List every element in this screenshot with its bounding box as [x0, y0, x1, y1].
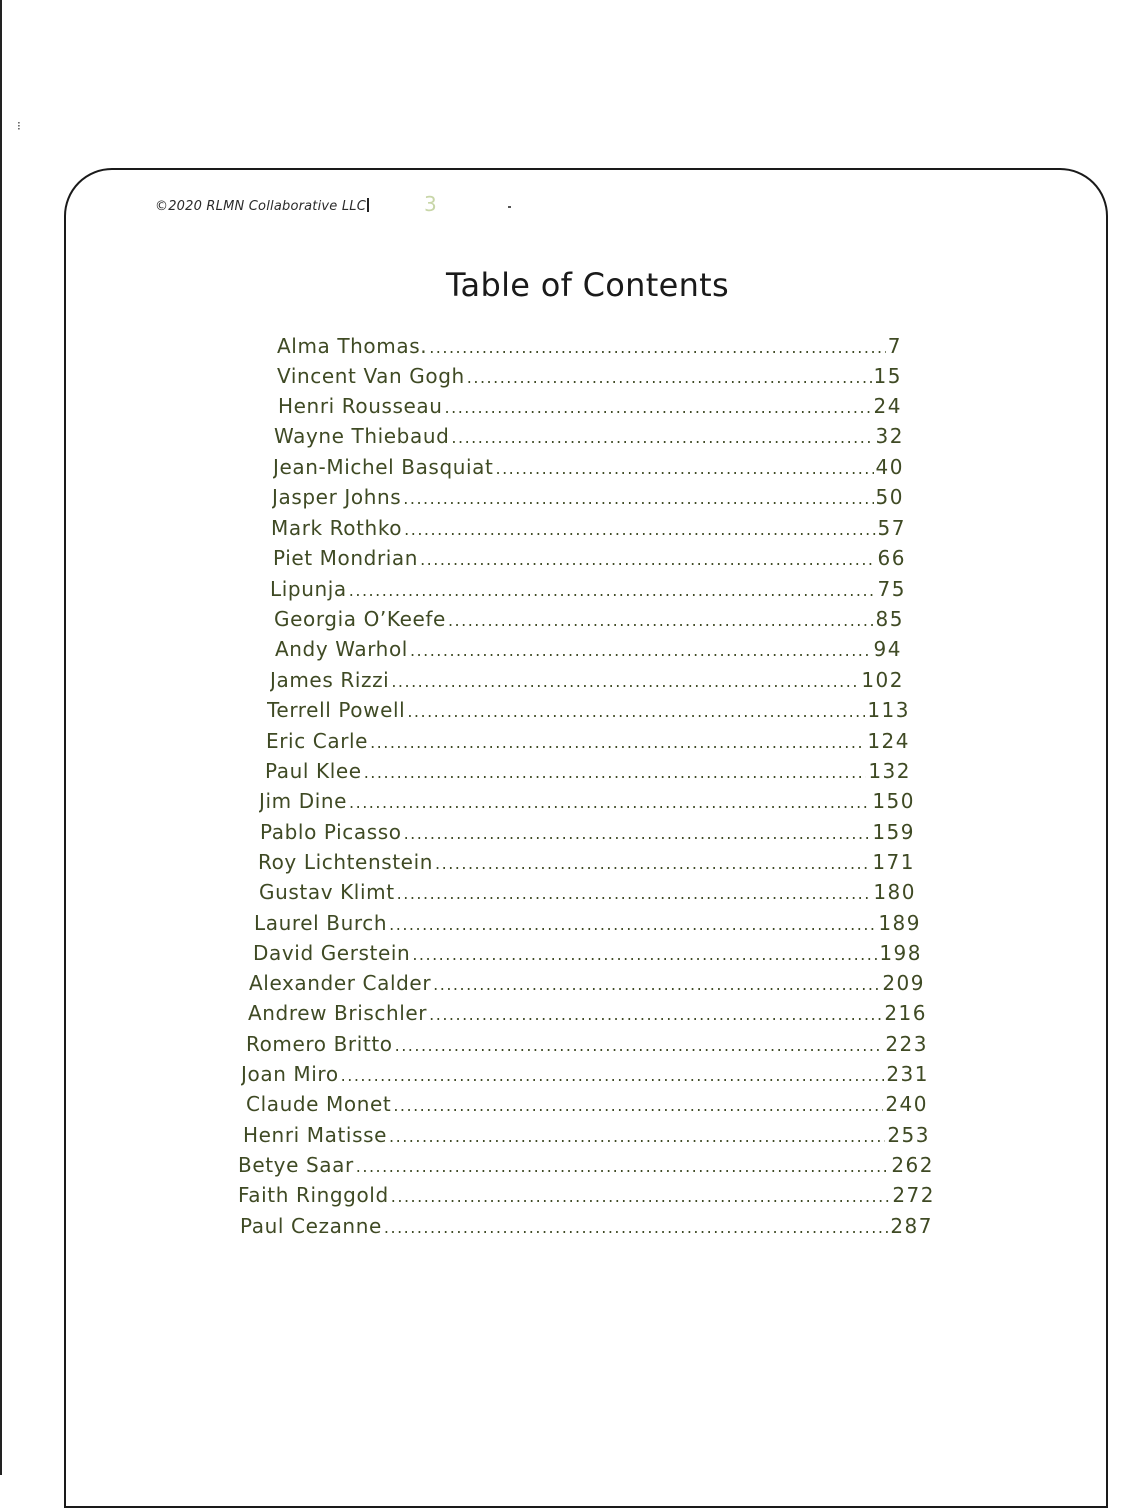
- toc-entry: [274, 607, 904, 635]
- toc-dot-leader: [420, 550, 875, 569]
- toc-entry: [246, 1032, 928, 1060]
- toc-entry-page: 262: [891, 1153, 934, 1177]
- toc-entry: [259, 880, 916, 908]
- copyright-text: ©2020 RLMN Collaborative LLC: [155, 199, 366, 214]
- toc-entry-name: Andrew Brischler: [248, 1001, 428, 1025]
- toc-entry: [240, 1214, 933, 1242]
- toc-entry: [238, 1183, 935, 1211]
- toc-entry-page: 287: [890, 1214, 933, 1238]
- toc-entry: [270, 668, 904, 696]
- toc-entry-name: Roy Lichtenstein: [258, 850, 434, 874]
- toc-entry-name: Henri Matisse: [243, 1123, 388, 1147]
- toc-entry-page: 159: [872, 820, 915, 844]
- toc-entry-name: Alexander Calder: [249, 971, 432, 995]
- toc-entry-page: 223: [885, 1032, 928, 1056]
- toc-entry: [267, 698, 910, 726]
- toc-dot-leader: [349, 581, 876, 600]
- toc-entry: [270, 577, 906, 605]
- stray-dot-mark: [508, 206, 511, 208]
- toc-dot-leader: [391, 672, 859, 691]
- toc-dot-leader: [495, 459, 873, 478]
- toc-entry-name: Gustav Klimt: [259, 880, 395, 904]
- toc-entry-page: 50: [875, 485, 904, 509]
- toc-entry-page: 40: [875, 455, 904, 479]
- toc-dot-leader: [389, 1127, 885, 1146]
- toc-entry: [238, 1153, 934, 1181]
- toc-entry-page: 113: [867, 698, 910, 722]
- toc-entry: [259, 789, 915, 817]
- toc-dot-leader: [403, 489, 873, 508]
- toc-entry-page: 132: [868, 759, 911, 783]
- toc-entry: [272, 485, 904, 513]
- toc-entry-page: 150: [872, 789, 915, 813]
- toc-entry-page: 231: [886, 1062, 929, 1086]
- toc-dot-leader: [391, 1187, 891, 1206]
- toc-dot-leader: [407, 702, 865, 721]
- toc-dot-leader: [397, 884, 872, 903]
- toc-dot-leader: [410, 641, 872, 660]
- toc-entry-page: 171: [872, 850, 915, 874]
- toc-entry-name: Lipunja: [270, 577, 347, 601]
- toc-entry: [241, 1062, 929, 1090]
- toc-entry: [277, 364, 902, 392]
- toc-entry-name: Laurel Burch: [254, 911, 388, 935]
- toc-entry-page: 216: [884, 1001, 927, 1025]
- text-cursor-bar: [367, 198, 369, 212]
- toc-entry-page: 57: [877, 516, 906, 540]
- toc-entry-name: Piet Mondrian: [273, 546, 419, 570]
- toc-entry: [260, 820, 915, 848]
- toc-dot-leader: [404, 520, 875, 539]
- toc-entry-name: Paul Cezanne: [240, 1214, 382, 1238]
- toc-entry-page: 253: [887, 1123, 930, 1147]
- toc-entry: [246, 1092, 928, 1120]
- toc-dot-leader: [412, 945, 877, 964]
- toc-entry: [271, 516, 906, 544]
- toc-dot-leader: [467, 368, 872, 387]
- toc-entry-page: 32: [875, 424, 904, 448]
- toc-dot-leader: [356, 1157, 890, 1176]
- toc-entry-page: 94: [873, 637, 902, 661]
- toc-dot-leader: [429, 338, 886, 357]
- toc-entry-page: 75: [877, 577, 906, 601]
- toc-entry: [265, 759, 911, 787]
- toc-entry-page: 209: [882, 971, 925, 995]
- toc-entry-page: 272: [892, 1183, 935, 1207]
- toc-dot-leader: [370, 733, 865, 752]
- toc-dot-leader: [389, 915, 876, 934]
- toc-entry: [243, 1123, 930, 1151]
- toc-entry-page: 66: [877, 546, 906, 570]
- toc-entry-name: Faith Ringgold: [238, 1183, 389, 1207]
- scan-artifact-mark: ⁝: [17, 119, 21, 133]
- toc-entry-name: Betye Saar: [238, 1153, 354, 1177]
- toc-entry-name: Alma Thomas.: [277, 334, 428, 358]
- toc-entry-name: Joan Miro: [241, 1062, 339, 1086]
- toc-entry-page: 102: [861, 668, 904, 692]
- toc-entry-page: 7: [887, 334, 902, 358]
- toc-dot-leader: [433, 975, 880, 994]
- toc-entry-name: Andy Warhol: [275, 637, 408, 661]
- toc-entry-name: Pablo Picasso: [260, 820, 402, 844]
- toc-dot-leader: [395, 1036, 884, 1055]
- toc-entry: [278, 394, 902, 422]
- toc-entry: [275, 637, 902, 665]
- toc-entry-name: Mark Rothko: [271, 516, 403, 540]
- toc-entry: [248, 1001, 927, 1029]
- toc-dot-leader: [384, 1218, 888, 1237]
- toc-dot-leader: [393, 1096, 883, 1115]
- toc-entry-name: Wayne Thiebaud: [274, 424, 450, 448]
- toc-entry-name: James Rizzi: [270, 668, 390, 692]
- toc-entry: [249, 971, 925, 999]
- toc-dot-leader: [429, 1005, 882, 1024]
- toc-entry-page: 124: [867, 729, 910, 753]
- scan-edge-line: [0, 0, 2, 1475]
- toc-dot-leader: [349, 793, 870, 812]
- toc-entry-name: Georgia O’Keefe: [274, 607, 446, 631]
- toc-entry-name: Romero Britto: [246, 1032, 393, 1056]
- toc-entry-page: 85: [875, 607, 904, 631]
- toc-entry-name: Terrell Powell: [267, 698, 406, 722]
- toc-entry-name: Eric Carle: [266, 729, 369, 753]
- toc-entry: [273, 455, 904, 483]
- toc-entry: [253, 941, 922, 969]
- toc-entry-name: Vincent Van Gogh: [277, 364, 465, 388]
- toc-entry: [274, 424, 904, 452]
- toc-entry-page: 24: [873, 394, 902, 418]
- toc-entry-name: Jim Dine: [259, 789, 348, 813]
- toc-dot-leader: [448, 611, 874, 630]
- toc-dot-leader: [435, 854, 870, 873]
- toc-entry: [258, 850, 915, 878]
- toc-dot-leader: [404, 824, 871, 843]
- toc-entry-name: Jasper Johns: [272, 485, 402, 509]
- toc-entry-page: 240: [885, 1092, 928, 1116]
- toc-entry-name: Henri Rousseau: [278, 394, 443, 418]
- toc-dot-leader: [445, 398, 872, 417]
- toc-dot-leader: [341, 1066, 885, 1085]
- toc-entry: [277, 334, 902, 362]
- page-number: 3: [424, 192, 437, 216]
- toc-entry-page: 198: [879, 941, 922, 965]
- toc-entry-page: 189: [878, 911, 921, 935]
- toc-dot-leader: [364, 763, 867, 782]
- toc-entry-name: Claude Monet: [246, 1092, 392, 1116]
- toc-entry-name: David Gerstein: [253, 941, 411, 965]
- copyright-notice: [155, 198, 369, 214]
- toc-entry-name: Paul Klee: [265, 759, 362, 783]
- toc-entry-page: 15: [873, 364, 902, 388]
- page-title: Table of Contents: [446, 266, 729, 304]
- toc-entry-name: Jean-Michel Basquiat: [273, 455, 494, 479]
- toc-entry: [266, 729, 910, 757]
- toc-entry: [254, 911, 921, 939]
- toc-dot-leader: [451, 428, 873, 447]
- toc-entry: [273, 546, 906, 574]
- toc-entry-page: 180: [873, 880, 916, 904]
